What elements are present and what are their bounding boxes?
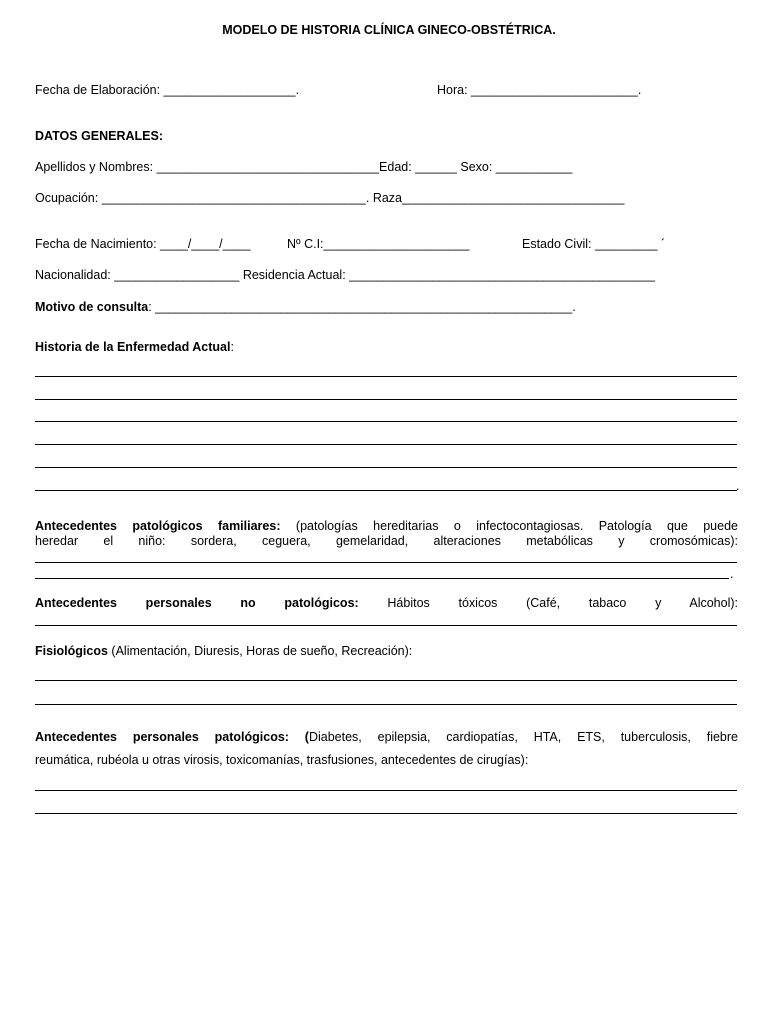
ocupacion-raza-field[interactable]: Ocupación: ______________________________________. Raza________________________________ — [35, 191, 625, 205]
antecedentes-patologicos-desc: Diabetes, epilepsia, cardiopatías, HTA, ETS, tuberculosis, fiebre — [308, 730, 738, 744]
motivo-consulta-field[interactable] — [35, 301, 576, 314]
historia-enfermedad-colon: : — [230, 340, 234, 354]
estado-civil-field[interactable]: Estado Civil: _________ ´ — [522, 237, 666, 251]
answer-line[interactable] — [35, 704, 737, 705]
answer-line[interactable] — [35, 578, 729, 579]
antecedentes-familiares-desc: (patologías hereditarias o infectocontagiosas. Patología que puede — [280, 519, 738, 533]
answer-line[interactable] — [35, 625, 737, 626]
antecedentes-familiares-label: Antecedentes patológicos familiares: — [35, 519, 281, 533]
answer-line[interactable] — [35, 467, 737, 468]
antecedentes-no-patologicos-line — [35, 597, 738, 610]
document-title: MODELO DE HISTORIA CLÍNICA GINECO-OBSTÉTRICA. — [222, 23, 556, 37]
datos-generales-heading: DATOS GENERALES: — [35, 129, 164, 143]
apellidos-edad-sexo-field[interactable]: Apellidos y Nombres: ________________________________Edad: ______ Sexo: ___________ — [35, 160, 573, 174]
antecedentes-patologicos-line2: reumática, rubéola u otras virosis, toxicomanías, trasfusiones, antecedentes de cirugías): — [35, 753, 529, 767]
fisiologicos-line — [35, 645, 412, 658]
answer-line[interactable] — [35, 421, 737, 422]
answer-line[interactable] — [35, 680, 737, 681]
antecedentes-patologicos-label: Antecedentes personales patológicos: ( — [35, 730, 309, 744]
historia-enfermedad-heading — [35, 341, 234, 354]
answer-line[interactable] — [35, 790, 737, 791]
fisiologicos-label: Fisiológicos — [35, 644, 108, 658]
motivo-consulta-blank: : ____________________________________________________________. — [148, 300, 576, 314]
answer-line[interactable] — [35, 813, 737, 814]
historia-enfermedad-label: Historia de la Enfermedad Actual — [35, 340, 231, 354]
fecha-nacimiento-field[interactable]: Fecha de Nacimiento: ____/____/____ — [35, 237, 251, 251]
nacionalidad-residencia-field[interactable]: Nacionalidad: __________________ Residencia Actual: ____________________________________________ — [35, 268, 656, 282]
hora-field[interactable]: Hora: ________________________. — [437, 83, 642, 97]
fisiologicos-desc: (Alimentación, Diuresis, Horas de sueño, Recreación): — [107, 644, 413, 658]
answer-line[interactable] — [35, 444, 737, 445]
antecedentes-familiares-line2: heredar el niño: sordera, ceguera, gemelaridad, alteraciones metabólicas y cromosómicas): — [35, 534, 738, 548]
antecedentes-no-patologicos-label: Antecedentes personales no patológicos: — [35, 596, 359, 610]
answer-line[interactable] — [35, 376, 737, 377]
antecedentes-patologicos-line1 — [35, 731, 738, 744]
answer-line[interactable] — [35, 562, 737, 563]
fecha-elaboracion-field[interactable]: Fecha de Elaboración: ___________________. — [35, 83, 300, 97]
antecedentes-no-patologicos-desc: Hábitos tóxicos (Café, tabaco y Alcohol): — [358, 596, 739, 610]
answer-line[interactable] — [35, 399, 737, 400]
ci-field[interactable]: Nº C.I:_____________________ — [287, 237, 470, 251]
end-period: . — [730, 567, 734, 581]
motivo-consulta-label: Motivo de consulta — [35, 300, 149, 314]
answer-line[interactable] — [35, 490, 737, 491]
antecedentes-familiares-line1 — [35, 520, 738, 533]
end-period: . — [736, 479, 740, 493]
